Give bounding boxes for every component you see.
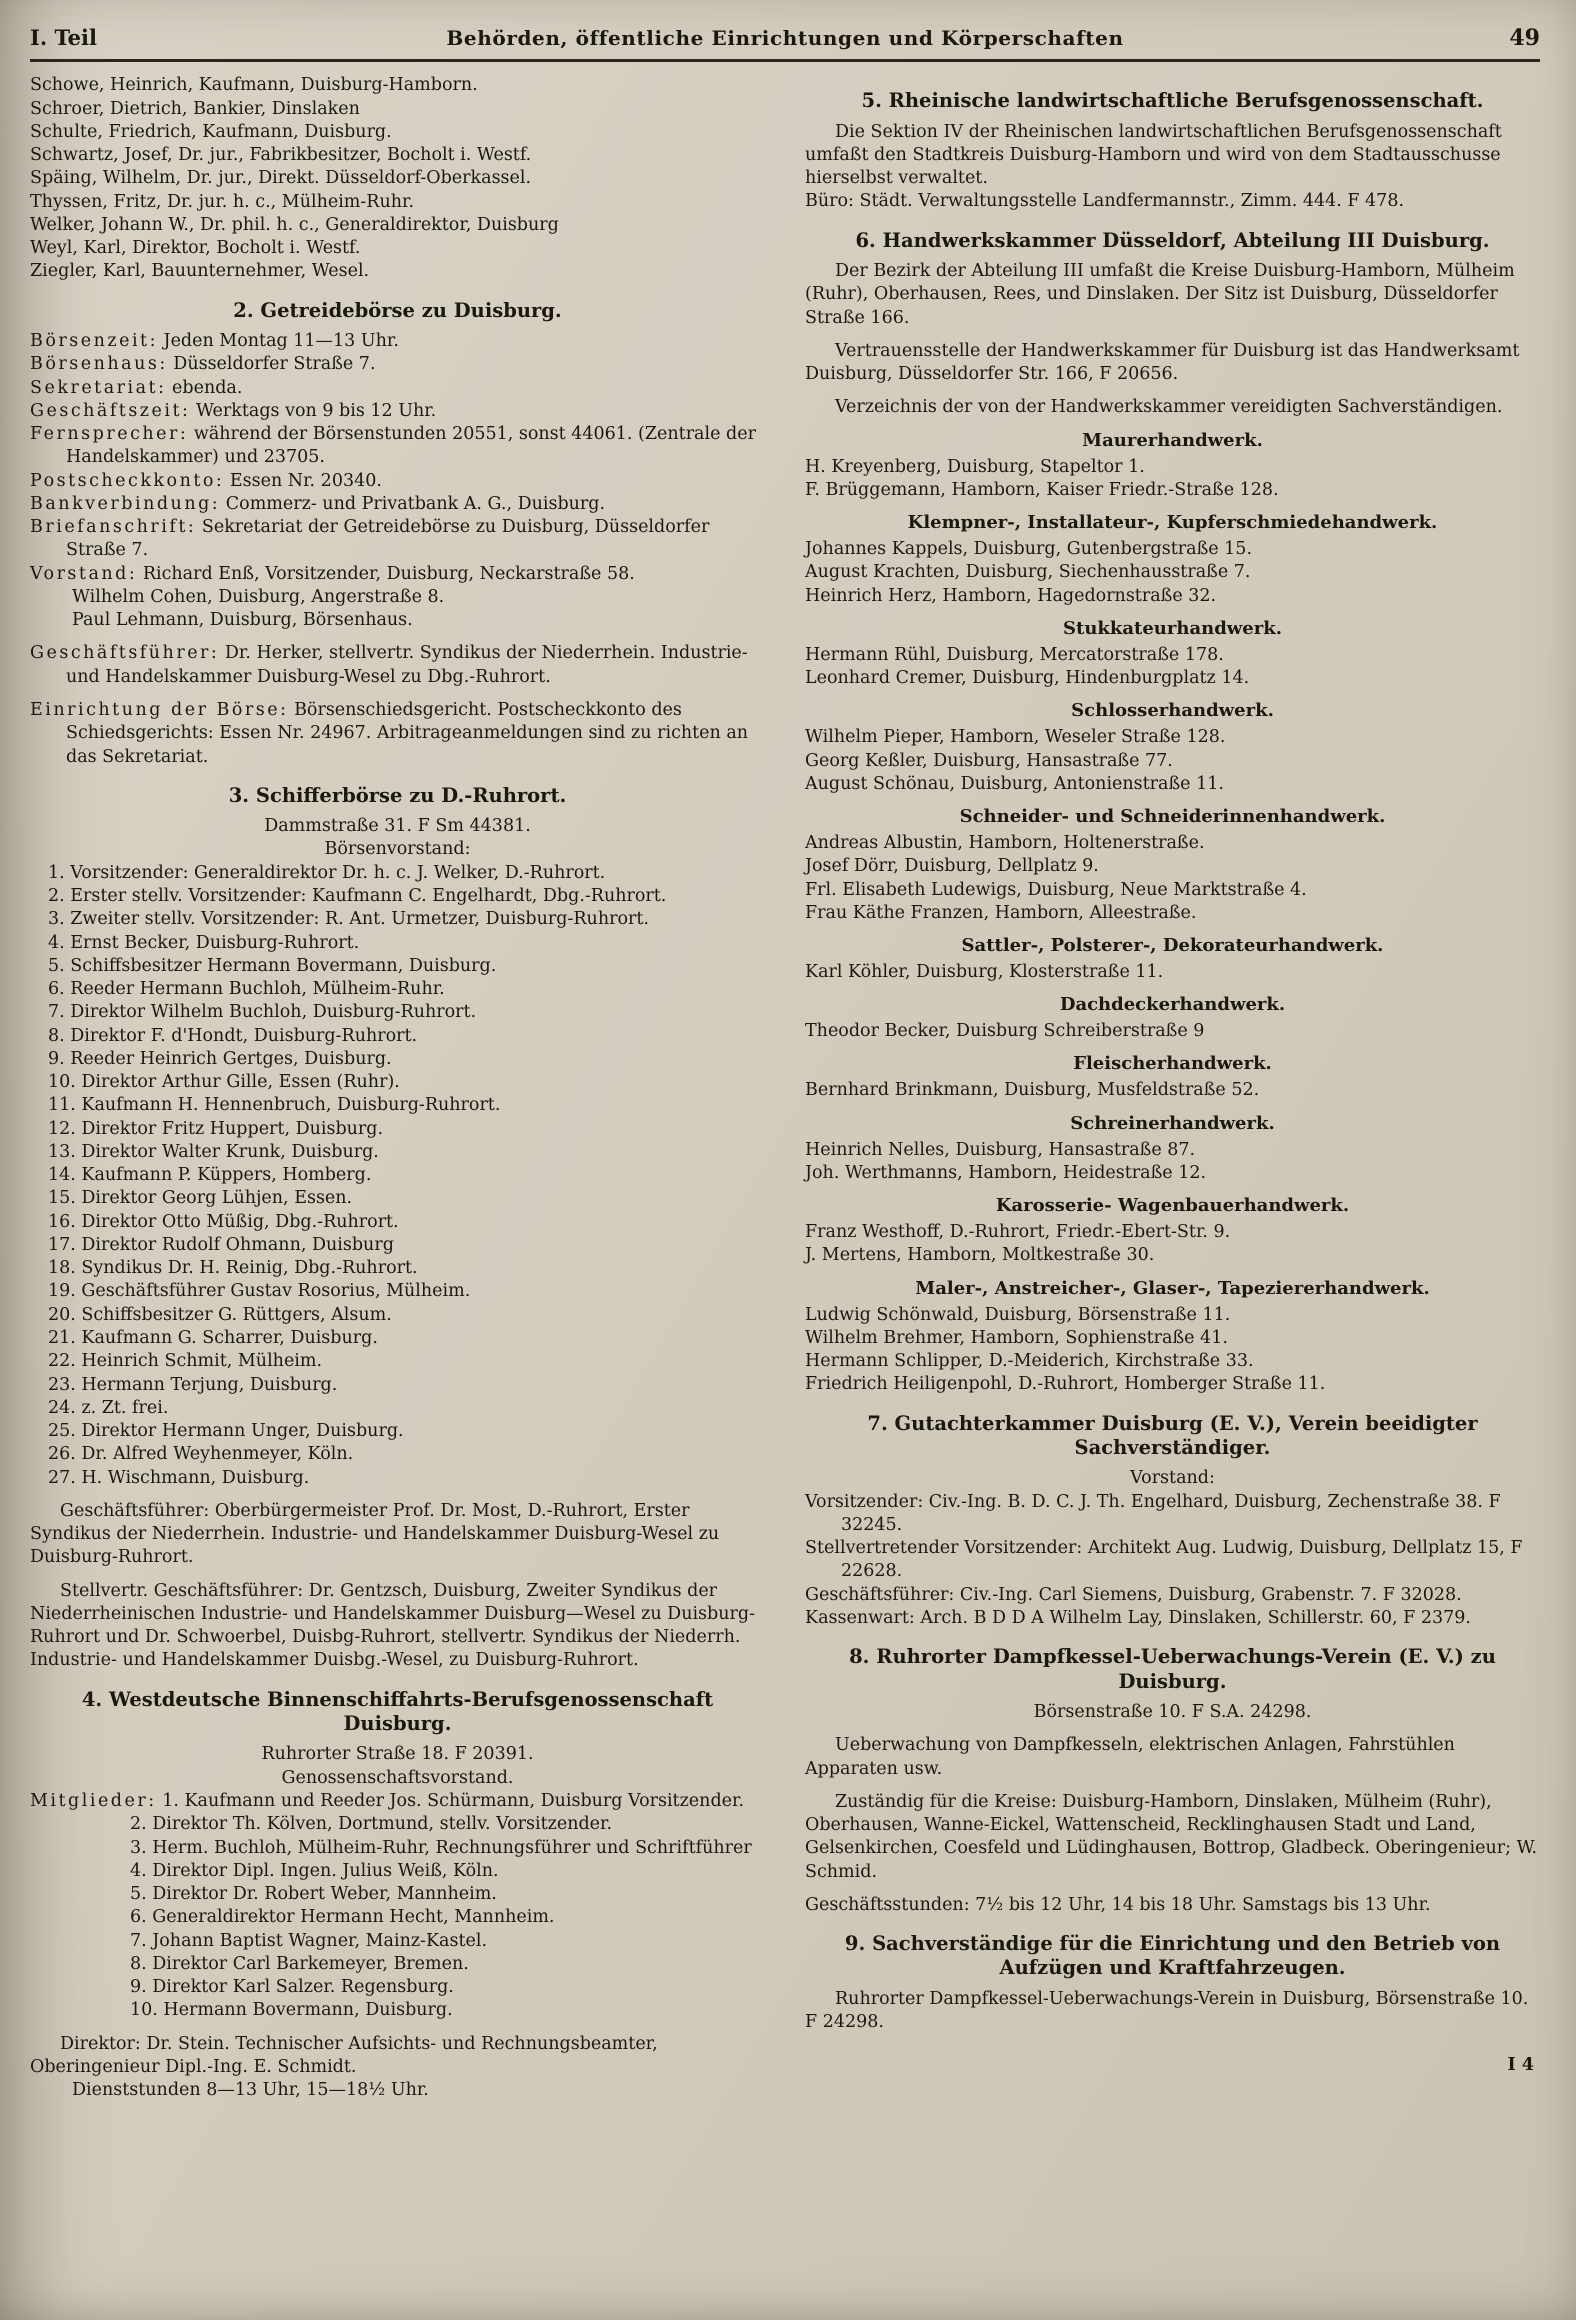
section-heading: 7. Gutachterkammer Duisburg (E. V.), Verein beeidigter Sachverständiger. — [867, 1411, 1478, 1459]
trade-heading: Schneider- und Schneiderinnenhandwerk. — [959, 806, 1386, 828]
trade-heading: Maurerhandwerk. — [1082, 429, 1263, 451]
list-item: 16. Direktor Otto Müßig, Dbg.-Ruhrort. — [48, 1211, 399, 1232]
sub-list-item: 6. Generaldirektor Hermann Hecht, Mannheim. — [130, 1907, 555, 1928]
list-item: 4. Ernst Becker, Duisburg-Ruhrort. — [48, 932, 360, 953]
indented-line: Dienststunden 8—13 Uhr, 15—18½ Uhr. — [72, 2080, 429, 2101]
entry-line: Hermann Rühl, Duisburg, Mercatorstraße 178. — [805, 644, 1224, 665]
list-item: 22. Heinrich Schmit, Mülheim. — [48, 1351, 323, 1372]
list-item: 20. Schiffsbesitzer G. Rüttgers, Alsum. — [48, 1304, 392, 1325]
entry-line: Börsenhaus: Düsseldorfer Straße 7. — [30, 354, 376, 375]
section-heading: 9. Sachverständige für die Einrichtung und den Betrieb von Aufzügen und Kraftfahrzeugen. — [844, 1932, 1501, 1980]
letterspaced-label: Geschäftsführer: — [30, 643, 220, 664]
centered-line: Börsenstraße 10. F S.A. 24298. — [1033, 1701, 1312, 1722]
sub-list-item: 4. Direktor Dipl. Ingen. Julius Weiß, Köln. — [130, 1860, 499, 1881]
sub-list-item: 10. Hermann Bovermann, Duisburg. — [130, 2000, 453, 2021]
trade-heading: Klempner-, Installateur-, Kupferschmiedehandwerk. — [907, 512, 1438, 534]
entry-line: Friedrich Heiligenpohl, D.-Ruhrort, Homberger Straße 11. — [805, 1374, 1326, 1395]
entry-line: Bankverbindung: Commerz- und Privatbank A. G., Duisburg. — [30, 493, 606, 514]
entry-line: Josef Dörr, Duisburg, Dellplatz 9. — [805, 856, 1099, 877]
paragraph: Ueberwachung von Dampfkesseln, elektrischen Anlagen, Fahrstühlen Apparaten usw. — [805, 1735, 1455, 1779]
page-title: Behörden, öffentliche Einrichtungen und Körperschaften — [446, 26, 1124, 50]
entry-line: Leonhard Cremer, Duisburg, Hindenburgplatz 14. — [805, 668, 1250, 689]
entry-line: Schwartz, Josef, Dr. jur., Fabrikbesitzer, Bocholt i. Westf. — [30, 145, 532, 166]
left-column — [30, 74, 765, 2102]
sub-list-item: 5. Direktor Dr. Robert Weber, Mannheim. — [130, 1884, 497, 1905]
trade-heading: Dachdeckerhandwerk. — [1059, 994, 1286, 1016]
list-item: 26. Dr. Alfred Weyhenmeyer, Köln. — [48, 1444, 354, 1465]
list-item: 18. Syndikus Dr. H. Reinig, Dbg.-Ruhrort. — [48, 1258, 418, 1279]
paragraph: Ruhrorter Dampfkessel-Ueberwachungs-Verein in Duisburg, Börsenstraße 10. F 24298. — [805, 1988, 1529, 2033]
entry-line: Vorsitzender: Civ.-Ing. B. D. C. J. Th. Engelhard, Duisburg, Zechenstraße 38. F 32245. — [805, 1491, 1501, 1535]
list-item: 21. Kaufmann G. Scharrer, Duisburg. — [48, 1328, 378, 1349]
list-item: 11. Kaufmann H. Hennenbruch, Duisburg-Ruhrort. — [48, 1095, 501, 1116]
list-item: 10. Direktor Arthur Gille, Essen (Ruhr). — [48, 1072, 400, 1093]
list-item: 24. z. Zt. frei. — [48, 1397, 169, 1418]
entry-line: Fernsprecher: während der Börsenstunden 20551, sonst 44061. (Zentrale der Handelskammer) und 23705. — [30, 424, 756, 468]
paragraph: Vertrauensstelle der Handwerkskammer für Duisburg ist das Handwerksamt Duisburg, Düsseldorfer Str. 166, F 20656. — [805, 340, 1520, 385]
entry-line: Theodor Becker, Duisburg Schreiberstraße 9 — [805, 1021, 1205, 1042]
page-number: 49 — [1509, 25, 1540, 51]
entry-line: Schulte, Friedrich, Kaufmann, Duisburg. — [30, 121, 392, 142]
letterspaced-label: Börsenhaus: — [30, 354, 168, 375]
entry-line: Frau Käthe Franzen, Hamborn, Alleestraße. — [805, 902, 1197, 923]
paragraph: Der Bezirk der Abteilung III umfaßt die Kreise Duisburg-Hamborn, Mülheim (Ruhr), Oberhausen, Rees, und Dinslaken. Der Sitz ist Duisburg, Düsseldorfer Straße 166. — [805, 261, 1515, 328]
indented-line: Paul Lehmann, Duisburg, Börsenhaus. — [72, 610, 413, 631]
centered-line: Genossenschaftsvorstand. — [281, 1767, 514, 1788]
entry-line: Geschäftszeit: Werktags von 9 bis 12 Uhr. — [30, 400, 437, 421]
sub-list-item: 7. Johann Baptist Wagner, Mainz-Kastel. — [130, 1930, 488, 1951]
paragraph: Stellvertr. Geschäftsführer: Dr. Gentzsch, Duisburg, Zweiter Syndikus der Niederrheinischen Industrie- und Handelskammer Duisburg—Wesel zu Duisburg-Ruhrort und Dr. Schwoerbel, Duisbg-Ruhrort, stellvertr. Syndikus der Niederrh. Industrie- und Handelskammer Duisbg.-Wesel, zu Duisburg-Ruhrort. — [30, 1580, 755, 1671]
entry-line: Vorstand: Richard Enß, Vorsitzender, Duisburg, Neckarstraße 58. — [30, 563, 635, 584]
entry-line: Stellvertretender Vorsitzender: Architekt Aug. Ludwig, Duisburg, Dellplatz 15, F 22628. — [805, 1538, 1523, 1582]
entry-line: Frl. Elisabeth Ludewigs, Duisburg, Neue Marktstraße 4. — [805, 879, 1307, 900]
list-item: 13. Direktor Walter Krunk, Duisburg. — [48, 1141, 379, 1162]
entry-line: Postscheckkonto: Essen Nr. 20340. — [30, 470, 382, 491]
entry-line: Georg Keßler, Duisburg, Hansastraße 77. — [805, 750, 1173, 771]
entry-line: Kassenwart: Arch. B D D A Wilhelm Lay, Dinslaken, Schillerstr. 60, F 2379. — [805, 1607, 1471, 1628]
section-heading: 2. Getreidebörse zu Duisburg. — [233, 298, 562, 322]
entry-line: Hermann Schlipper, D.-Meiderich, Kirchstraße 33. — [805, 1351, 1254, 1372]
two-column-body — [30, 74, 1540, 2102]
entry-line: J. Mertens, Hamborn, Moltkestraße 30. — [805, 1245, 1155, 1266]
entry-line: Karl Köhler, Duisburg, Klosterstraße 11. — [805, 962, 1164, 982]
list-item: 9. Reeder Heinrich Gertges, Duisburg. — [48, 1048, 392, 1069]
list-item: 15. Direktor Georg Lühjen, Essen. — [48, 1188, 353, 1209]
letterspaced-label: Sekretariat: — [30, 377, 167, 398]
entry-line: Andreas Albustin, Hamborn, Holtenerstraße. — [805, 833, 1205, 853]
entry-line: Wilhelm Pieper, Hamborn, Weseler Straße 128. — [805, 727, 1226, 748]
entry-line: Ziegler, Karl, Bauunternehmer, Wesel. — [30, 261, 370, 282]
entry-line: F. Brüggemann, Hamborn, Kaiser Friedr.-Straße 128. — [805, 479, 1279, 500]
entry-line: August Schönau, Duisburg, Antonienstraße 11. — [805, 773, 1224, 794]
centered-line: Vorstand: — [1130, 1468, 1215, 1489]
entry-line: Schroer, Dietrich, Bankier, Dinslaken — [30, 98, 360, 119]
entry-line: H. Kreyenberg, Duisburg, Stapeltor 1. — [805, 456, 1145, 477]
entry-line: Bernhard Brinkmann, Duisburg, Musfeldstraße 52. — [805, 1080, 1260, 1101]
list-item: 23. Hermann Terjung, Duisburg. — [48, 1374, 338, 1395]
trade-heading: Maler-, Anstreicher-, Glaser-, Tapeziererhandwerk. — [915, 1277, 1430, 1299]
letterspaced-label: Briefanschrift: — [30, 517, 197, 538]
centered-line: Börsenvorstand: — [324, 839, 471, 860]
entry-line: Joh. Werthmanns, Hamborn, Heidestraße 12. — [805, 1162, 1207, 1183]
letterspaced-label: Vorstand: — [30, 563, 138, 584]
entry-line: Börsenzeit: Jeden Montag 11—13 Uhr. — [30, 331, 399, 352]
entry-line: Weyl, Karl, Direktor, Bocholt i. Westf. — [30, 238, 361, 259]
list-item: 5. Schiffsbesitzer Hermann Bovermann, Duisburg. — [48, 955, 497, 976]
list-item: 25. Direktor Hermann Unger, Duisburg. — [48, 1421, 404, 1442]
section-heading: 4. Westdeutsche Binnenschiffahrts-Berufsgenossenschaft Duisburg. — [81, 1687, 714, 1736]
letterspaced-label: Mitglieder: — [30, 1791, 157, 1812]
list-item: 7. Direktor Wilhelm Buchloh, Duisburg-Ruhrort. — [48, 1002, 477, 1023]
list-item: 3. Zweiter stellv. Vorsitzender: R. Ant. Urmetzer, Duisburg-Ruhrort. — [48, 909, 649, 930]
sub-list-item: 9. Direktor Karl Salzer. Regensburg. — [130, 1977, 454, 1998]
entry-line: Heinrich Nelles, Duisburg, Hansastraße 87. — [805, 1139, 1196, 1160]
paragraph: Verzeichnis der von der Handwerkskammer vereidigten Sachverständigen. — [835, 397, 1503, 418]
entry-line: Wilhelm Brehmer, Hamborn, Sophienstraße 41. — [805, 1327, 1228, 1348]
entry-line: Johannes Kappels, Duisburg, Gutenbergstraße 15. — [805, 539, 1253, 560]
part-label: I. Teil — [30, 25, 97, 50]
entry-line: Einrichtung der Börse: Börsenschiedsgericht. Postscheckkonto des Schiedsgerichts: Essen Nr. 24967. Arbitrageanmeldungen sind zu richten an das Sekretariat. — [30, 700, 749, 767]
entry-line: August Krachten, Duisburg, Siechenhausstraße 7. — [805, 562, 1251, 583]
entry-line: Späing, Wilhelm, Dr. jur., Direkt. Düsseldorf-Oberkassel. — [30, 168, 532, 189]
sub-list-item: 3. Herm. Buchloh, Mülheim-Ruhr, Rechnungsführer und Schriftführer — [130, 1837, 752, 1858]
entry-line: Schowe, Heinrich, Kaufmann, Duisburg-Hamborn. — [30, 75, 478, 96]
entry-line: Geschäftsstunden: 7½ bis 12 Uhr, 14 bis 18 Uhr. Samstags bis 13 Uhr. — [805, 1894, 1431, 1915]
trade-heading: Schlosserhandwerk. — [1071, 700, 1274, 722]
list-item: 14. Kaufmann P. Küppers, Homberg. — [48, 1165, 372, 1186]
letterspaced-label: Postscheckkonto: — [30, 470, 225, 491]
paragraph: Die Sektion IV der Rheinischen landwirtschaftlichen Berufsgenossenschaft umfaßt den Stadtkreis Duisburg-Hamborn und wird von dem Stadtausschusse hierselbst verwaltet. — [805, 121, 1502, 189]
trade-heading: Karosserie- Wagenbauerhandwerk. — [995, 1195, 1350, 1217]
entry-line: Welker, Johann W., Dr. phil. h. c., Generaldirektor, Duisburg — [30, 214, 559, 235]
entry-line: Briefanschrift: Sekretariat der Getreidebörse zu Duisburg, Düsseldorfer Straße 7. — [30, 517, 710, 561]
entry-line: Thyssen, Fritz, Dr. jur. h. c., Mülheim-Ruhr. — [30, 191, 415, 212]
section-heading: 5. Rheinische landwirtschaftliche Berufsgenossenschaft. — [861, 89, 1484, 113]
trade-heading: Fleischerhandwerk. — [1073, 1053, 1272, 1075]
signature-mark: I 4 — [1507, 2055, 1534, 2076]
entry-line: Ludwig Schönwald, Duisburg, Börsenstraße 11. — [805, 1304, 1231, 1325]
list-item: 1. Vorsitzender: Generaldirektor Dr. h. c. J. Welker, D.-Ruhrort. — [48, 862, 606, 883]
section-heading: 8. Ruhrorter Dampfkessel-Ueberwachungs-Verein (E. V.) zu Duisburg. — [849, 1645, 1496, 1693]
list-item: 17. Direktor Rudolf Ohmann, Duisburg — [48, 1234, 394, 1255]
trade-heading: Stukkateurhandwerk. — [1063, 617, 1282, 639]
paragraph: Direktor: Dr. Stein. Technischer Aufsichts- und Rechnungsbeamter, Oberingenieur Dipl.-Ing. E. Schmidt. — [30, 2033, 658, 2077]
paragraph: Zuständig für die Kreise: Duisburg-Hamborn, Dinslaken, Mülheim (Ruhr), Oberhausen, Wanne-Eickel, Wattenscheid, Recklinghausen Stadt und Land, Gelsenkirchen, Coesfeld und Lüdinghausen, Bottrop, Gladbeck. Oberingenieur; W. Schmid. — [805, 1791, 1538, 1882]
list-item: 8. Direktor F. d'Hondt, Duisburg-Ruhrort. — [48, 1025, 418, 1046]
sub-list-item: 2. Direktor Th. Kölven, Dortmund, stellv. Vorsitzender. — [130, 1814, 613, 1835]
list-item: 19. Geschäftsführer Gustav Rosorius, Mülheim. — [48, 1281, 471, 1302]
entry-line: Mitglieder: 1. Kaufmann und Reeder Jos. Schürmann, Duisburg Vorsitzender. — [30, 1791, 745, 1812]
entry-line: Sekretariat: ebenda. — [30, 377, 243, 398]
list-item: 27. H. Wischmann, Duisburg. — [48, 1467, 310, 1488]
entry-line: Büro: Städt. Verwaltungsstelle Landfermannstr., Zimm. 444. F 478. — [805, 191, 1405, 212]
list-item: 12. Direktor Fritz Huppert, Duisburg. — [48, 1118, 384, 1139]
entry-line: Heinrich Herz, Hamborn, Hagedornstraße 32. — [805, 585, 1217, 606]
letterspaced-label: Einrichtung der Börse: — [30, 700, 289, 720]
trade-heading: Schreinerhandwerk. — [1070, 1112, 1275, 1134]
letterspaced-label: Börsenzeit: — [30, 331, 158, 352]
letterspaced-label: Bankverbindung: — [30, 493, 221, 514]
trade-heading: Sattler-, Polsterer-, Dekorateurhandwerk. — [961, 935, 1384, 957]
entry-line: Geschäftsführer: Dr. Herker, stellvertr. Syndikus der Niederrhein. Industrie- und Handelskammer Duisburg-Wesel zu Dbg.-Ruhrort. — [30, 643, 748, 687]
section-heading: 6. Handwerkskammer Düsseldorf, Abteilung III Duisburg. — [855, 228, 1490, 252]
right-column — [805, 74, 1540, 2102]
centered-line: Ruhrorter Straße 18. F 20391. — [261, 1744, 534, 1765]
list-item: 6. Reeder Hermann Buchloh, Mülheim-Ruhr. — [48, 979, 445, 1000]
section-heading: 3. Schifferbörse zu D.-Ruhrort. — [228, 783, 567, 807]
letterspaced-label: Fernsprecher: — [30, 424, 189, 445]
paragraph: Geschäftsführer: Oberbürgermeister Prof. Dr. Most, D.-Ruhrort, Erster Syndikus der Niederrhein. Industrie- und Handelskammer Duisburg-Wesel zu Duisburg-Ruhrort. — [30, 1500, 720, 1568]
indented-line: Wilhelm Cohen, Duisburg, Angerstraße 8. — [72, 586, 445, 607]
page-header — [30, 24, 1540, 62]
list-item: 2. Erster stellv. Vorsitzender: Kaufmann C. Engelhardt, Dbg.-Ruhrort. — [48, 885, 667, 906]
letterspaced-label: Geschäftszeit: — [30, 400, 191, 421]
entry-line: Geschäftsführer: Civ.-Ing. Carl Siemens, Duisburg, Grabenstr. 7. F 32028. — [805, 1584, 1462, 1605]
entry-line: Franz Westhoff, D.-Ruhrort, Friedr.-Ebert-Str. 9. — [805, 1222, 1231, 1243]
centered-line: Dammstraße 31. F Sm 44381. — [264, 816, 531, 837]
sub-list-item: 8. Direktor Carl Barkemeyer, Bremen. — [130, 1953, 469, 1974]
